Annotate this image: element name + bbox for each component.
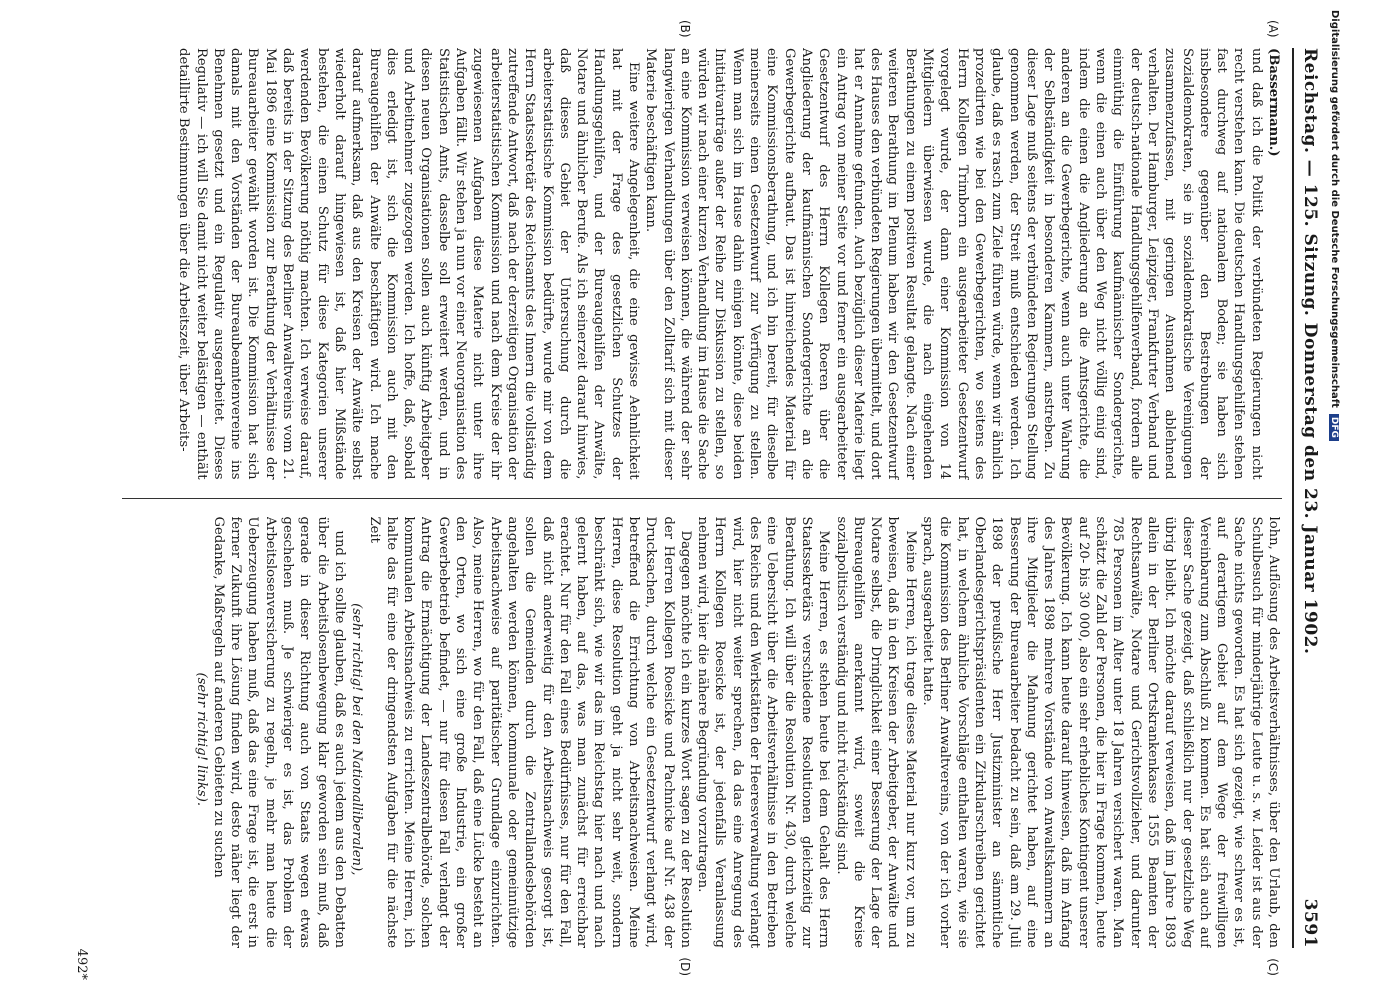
interjection: (sehr richtig! bei den Nationalliberalen), [349, 603, 365, 876]
paragraph: Dagegen möchte ich ein kurzes Wort sagen zu der Resolution der Herren Kollegen Roesicke und Pachnicke auf Nr. 438 der Drucksachen, durch welche ein Gesetzentwurf verlangt wird, betreffend die Errichtung von Arbeitsnachweisen. Meine Herren, diese Resolution geht ja nicht sehr weit, sondern beschränkt sich, wie wir das im Reichstag hier nach und nach gelernt haben, auf das, was man zunächst für erreichbar erachtet. Nur für den Fall eines Bedürfnisses, nur für den Fall, daß nicht anderweitig für den Arbeitsnachweis gesorgt ist, sollen die Gemeinden durch die Zentrallandesbehörden angehalten werden können, kommunale oder gemeinnützige Arbeitsnachweise auf paritätischer Grundlage einzurichten. Also, meine Herren, wo für den Fall, daß eine Lücke besteht an den Orten, wo sich eine große Industrie, ein großer Gewerbebetrieb befindet, — nur für diesen Fall verlangt der Antrag die Ermächtigung der Landeszentralbehörde, solchen kommunalen Arbeitsnachweis zu errichten. Meine Herren, ich halte das für eine der dringendsten Aufgaben für die nächste Zeit [366, 516, 693, 948]
dfg-logo: DFG [1329, 414, 1339, 441]
running-head: Reichstag. — 125. Sitzung. Donnerstag den 23. Januar 1902. [1300, 48, 1320, 655]
page-number: 3591 [1300, 898, 1320, 948]
paragraph: und daß ich die Politik der verbündeten Regierungen nicht recht verstehen kann. Die deutschen Handlungsgehilfen stehen fast durchweg auf nationalem Boden; sie haben sich insbesondere gegenüber den Bestrebungen der Sozialdemokraten, sie in sozialdemokratische Vereinigungen zusammenzufassen, mit geringen Ausnahmen ablehnend verhalten. Der Hamburger, Leipziger, Frankfurter Verband und der deutsch-nationale Handlungsgehilfenverband, fordern alle einmüthig die Einführung kaufmännischer Sondergerichte, wenn die einen auch über den Weg nicht völlig einig sind, indem die einen die Angliederung an die Amtsgerichte, die anderen an die Gewerbegerichte, wenn auch unter Wahrung der Selbständigkeit in besonderen Kammern, anstreben. Zu dieser Lage muß seitens der verbündeten Regierungen Stellung genommen werden, der Streit muß entschieden werden. Ich glaube, daß es rasch zum Ziele führen würde, wenn wir ähnlich prozedirten wie bei den Gewerbegerichten, wo seitens des Herrn Kollegen Trimborn ein ausgearbeiteter Gesetzentwurf vorgelegt wurde, der dann einer Kommission von 14 Mitgliedern überwiesen wurde, die nach eingehenden Berathungen zu einem positiven Resultat gelangte. Nach einer weiteren Berathung im Plenum haben wir den Gesetzentwurf des Hauses den verbündeten Regierungen übermittelt, und dort hat er Annahme gefunden. Auch bezüglich dieser Materie liegt ein Antrag von meiner Seite vor und ferner ein ausgearbeiteter Gesetzentwurf des Herrn Kollegen Roeren über die Angliederung der kaufmännischen Sondergerichte an die Gewerbegerichte aufbaut. Das ist hinreichendes Material für eine Kommissionsberathung, und ich bin bereit, für dieselbe meinerseits einen Gesetzentwurf zur Verfügung zu stellen. Wenn man sich im Hause dahin einigen könnte, diese beiden Initiativanträge außer der Reihe zur Diskussion zu stellen, so würden wir nach einer kurzen Verhandlung im Hause die Sache an eine Kommission verweisen können, die während der sehr langwierigen Verhandlungen über den Zolltarif sich mit dieser Materie beschäftigen kann. [643, 48, 1264, 480]
paragraph: Meine Herren, ich trage dieses Material nur kurz vor, um zu beweisen, daß in den Kreisen der Arbeitgeber, der Anwälte und Notare selbst, die Dringlichkeit einer Besserung der Lage der Bureaugehilfen anerkannt wird, soweit die Kreise sozialpolitisch verständig und nicht rückständig sind. [833, 516, 918, 948]
margin-mark-a: (A) [1266, 20, 1280, 38]
column-divider [122, 498, 1282, 499]
speaker-label: (Bassermann.) [1266, 48, 1281, 157]
credit-text: Digitalisierung gefördert durch die Deutsche Forschungsgemeinschaft [1329, 10, 1340, 408]
paragraph: Meine Herren, es stehen heute bei dem Gehalt des Herrn Staatssekretärs verschiedene Resolutionen gleichzeitig zur Berathung. Ich will über die Resolution Nr. 430, durch welche eine Uebersicht über die Arbeitsverhältnisse in den Betrieben des Reichs und den Werkstätten der Heeresverwaltung verlangt wird, hier nicht weiter sprechen, da das eine Anregung des Herrn Kollegen Roesicke ist, der jedenfalls Veranlassung nehmen wird, hier die nähere Begründung vorzutragen. [695, 516, 832, 948]
interjection: (sehr richtig! links). [193, 672, 209, 807]
paragraph: Eine weitere Angelegenheit, die eine gewisse Aehnlichkeit hat mit der Frage des gesetzlichen Schutzes der Handlungsgehilfen, und der Bureaugehilfen der Anwälte, Notare und ähnlicher Berufe. Als ich seinerzeit darauf hinwies, daß dieses Gebiet der Untersuchung durch die arbeiterstatistische Kommission bedürfte, wurde mir von dem Herrn Staatssekretär des Reichsamts des Innern die vollständig zutreffende Antwort, daß nach der derzeitigen Organisation der arbeiterstatistischen Kommission und nach dem Kreise der ihr zugewiesenen Aufgaben diese Materie nicht unter ihre Aufgaben fällt. Wir stehen ja nun vor einer Neuorganisation des Statistischen Amts, dasselbe soll erweitert werden, und in diesen neuen Organisationen sollen auch künftig Arbeitgeber und Arbeitnehmer zugezogen werden. Ich hoffe, daß, sobald dies erledigt ist, sich die Kommission auch mit den Bureaugehilfen der Anwälte beschäftigen wird. Ich mache darauf aufmerksam, daß aus den Kreisen der Anwälte selbst wiederholt darauf hingewiesen ist, daß hier Mißstände bestehen, die einen Schutz für diese Kategorien unserer werdenden Bevölkerung nöthig machten. Ich verweise darauf, daß bereits in der Sitzung des Berliner Anwaltvereins vom 21. Mai 1896 eine Kommission zur Berathung der Verhältnisse der Bureauarbeiter gewählt worden ist. Die Kommission hat sich damals mit den Vorständen der Bureaubeamtenvereine ins Benehmen gesetzt und ein Regulativ ausgearbeitet. Dieses Regulativ — ich will Sie damit nicht weiter belästigen — enthält detaillirte Bestimmungen über die Arbeitszeit, über Arbeits- [176, 48, 642, 480]
paragraph: lohn, Auflösung des Arbeitsverhältnisses, über den Urlaub, den Schulbesuch für minderjährige Leute u. s. w. Leider ist aus der Sache nichts geworden. Es hat sich gezeigt, wie schwer es ist, auf derartigem Gebiet auf dem Wege der freiwilligen Vereinbarung zum Abschluß zu kommen. Es hat sich auch auf dieser Sache gezeigt, daß schließlich nur der gesetzliche Weg übrig bleibt. Ich möchte darauf verweisen, daß im Jahre 1893 allein in der Berliner Ortskrankenkasse 1555 Beamten der Rechtsanwälte, Notare und Gerichtsvollzieher, und darunter 785 Personen im Alter unter 18 Jahren versichert waren. Man schätzt die Zahl der Personen, die hier in Frage kommen, heute auf 20- bis 30 000, also ein sehr erhebliches Kontingent unserer Bevölkerung. Ich kann heute darauf hinweisen, daß im Anfang des Jahres 1898 mehrere Vorstände von Anwaltskammern an ihre Mitglieder die Mahnung gerichtet haben, auf eine Besserung der Bureauarbeiter bedacht zu sein, daß am 29. Juli 1898 der preußische Herr Justizminister an sämmtliche Oberlandesgerichtspräsidenten ein Zirkularschreiben gerichtet hat, in welchem ähnliche Vorschläge enthalten waren, wie sie die Kommission des Berliner Anwaltvereins, von der ich vorher sprach, ausgearbeitet hatte. [920, 516, 1281, 948]
page-header [1294, 48, 1320, 948]
margin-mark-c: (C) [1266, 958, 1280, 976]
margin-mark-d: (D) [678, 957, 692, 976]
margin-mark-b: (B) [678, 20, 692, 38]
text-columns [122, 20, 1282, 976]
document-page [60, 0, 1360, 1000]
digitization-credit [1322, 10, 1340, 990]
right-column [122, 517, 1282, 949]
left-column [122, 48, 1282, 480]
header-rule [1292, 48, 1294, 948]
paragraph: und ich sollte glauben, daß es auch jedem aus den Debatten über die Arbeitslosenbewegung klar geworden sein muß, daß gerade in dieser Richtung auch von Staats wegen etwas geschehen muß. Je schwieriger es ist, das Problem der Arbeitslosenversicherung zu regeln, je mehr man heute die Ueberzeugung haben muß, daß das eine Frage ist, die erst in ferner Zukunft ihre Lösung finden wird, desto näher liegt der Gedanke, Maßregeln auf anderen Gebieten zu suchen [210, 516, 347, 948]
signature-mark: 492* [74, 948, 89, 980]
